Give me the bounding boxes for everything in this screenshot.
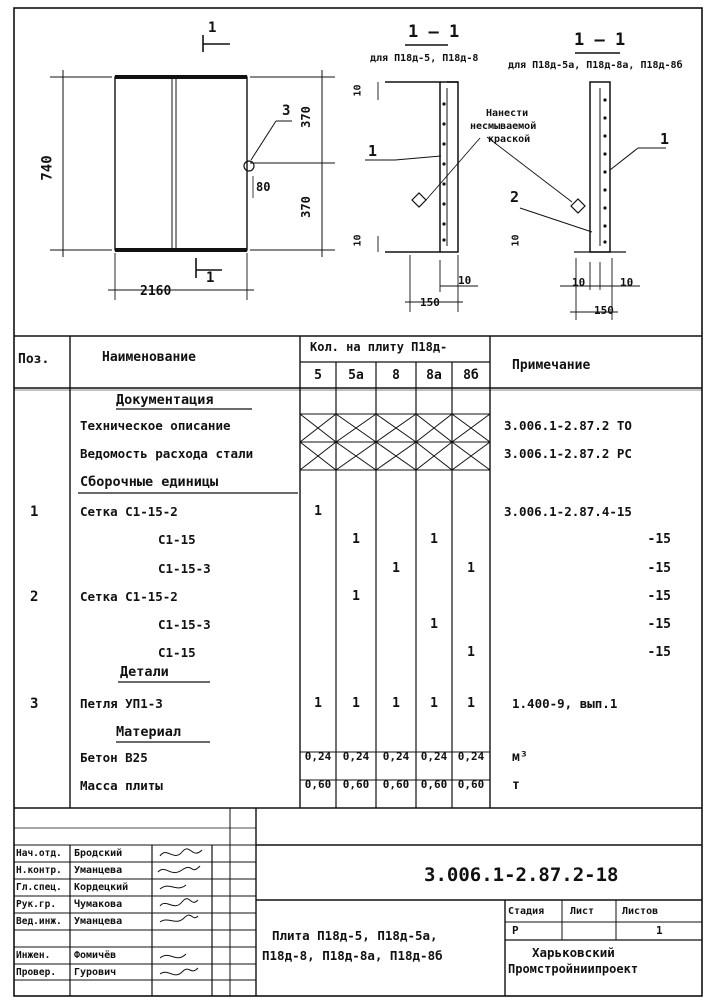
callout-3: 3 (282, 103, 291, 119)
section-title-left: 1 — 1 (408, 22, 460, 42)
row-note: 3.006.1-2.87.2 ТО (504, 418, 632, 433)
qty-col-8: 8 (392, 368, 400, 383)
dim-10-right-a: 10 (572, 276, 586, 289)
stamp-name-2: Уманцева (74, 865, 123, 876)
note-line-2: несмываемой (470, 121, 537, 132)
row-note: -15 (647, 589, 671, 604)
stamp-name-1: Бродский (74, 848, 123, 859)
qty-cell: 0,24 (457, 750, 485, 763)
qty-cell: 0,60 (342, 778, 370, 791)
row-name: Ведомость расхода стали (80, 446, 254, 461)
dim-10-right-side: 10 (510, 234, 522, 247)
qty-cell: 0,24 (342, 750, 370, 763)
stamp-name-8: Гурович (74, 967, 117, 978)
row-name: Масса плиты (80, 778, 163, 793)
note-line-3: краской (488, 134, 531, 145)
qty-col-5a: 5а (348, 368, 364, 383)
row-note: -15 (647, 617, 671, 632)
qty-cell: 0,24 (382, 750, 410, 763)
qty-cell: 1 (314, 696, 322, 711)
row-note: т (512, 778, 520, 793)
dim-lower-370: 370 (298, 196, 313, 218)
qty-cell: 1 (467, 561, 475, 576)
callout-1-right: 1 (660, 130, 670, 148)
stage-label: Стадия (508, 906, 545, 917)
stamp-role-1: Нач.отд. (16, 848, 62, 859)
stamp-role-3: Гл.спец. (16, 882, 62, 893)
row-note: -15 (647, 532, 671, 547)
qty-col-5: 5 (314, 368, 322, 383)
org-line-2: Промстройниипроект (508, 962, 639, 976)
row-note: -15 (647, 645, 671, 660)
qty-cell: 1 (430, 532, 438, 547)
row-note: 3.006.1-2.87.4-15 (504, 504, 632, 519)
row-name: С1-15 (158, 532, 196, 547)
section-mark-top: 1 (208, 20, 217, 36)
stamp-role-4: Рук.гр. (16, 899, 57, 910)
sheets-value: 1 (656, 924, 663, 937)
qty-cell: 1 (392, 561, 400, 576)
stamp-role-2: Н.контр. (16, 865, 62, 876)
section-mark-bottom: 1 (206, 270, 215, 286)
org-line-1: Харьковский (532, 945, 615, 960)
dim-10-right-b: 10 (620, 276, 634, 289)
row-name: С1-15-3 (158, 561, 211, 576)
row-pos: 3 (30, 696, 39, 712)
qty-cell: 0,60 (382, 778, 410, 791)
dim-10-left-bottom: 10 (352, 234, 364, 247)
stamp-role-7: Инжен. (16, 950, 51, 961)
row-name: Петля УП1-3 (80, 696, 163, 711)
header-name: Наименование (102, 350, 196, 365)
row-name: Сетка С1-15-2 (80, 504, 178, 519)
row-name: Бетон В25 (80, 750, 148, 765)
qty-cell: 1 (467, 645, 475, 660)
qty-cell: 1 (430, 696, 438, 711)
section-heading: Документация (116, 392, 214, 408)
row-name: С1-15-3 (158, 617, 211, 632)
callout-2: 2 (510, 188, 520, 206)
row-name: С1-15 (158, 645, 196, 660)
section-heading: Детали (120, 664, 169, 680)
header-pos: Поз. (18, 352, 50, 367)
row-name: Техническое описание (80, 418, 231, 433)
dim-width-2160: 2160 (140, 284, 172, 299)
qty-cell: 1 (392, 696, 400, 711)
stamp-name-5: Уманцева (74, 916, 123, 927)
stamp-name-7: Фомичёв (74, 950, 117, 961)
dim-10-left-top: 10 (352, 84, 364, 97)
dim-10-left: 10 (458, 274, 472, 287)
title-line-2: П18д-8, П18д-8а, П18д-8б (262, 948, 443, 963)
qty-col-8a: 8а (426, 368, 442, 383)
stamp-name-3: Кордецкий (74, 882, 129, 893)
qty-cell: 0,24 (420, 750, 448, 763)
row-note: 1.400-9, вып.1 (512, 696, 618, 711)
section-title-right: 1 — 1 (574, 30, 626, 50)
row-note: м³ (512, 750, 528, 765)
title-line-1: Плита П18д-5, П18д-5а, (272, 928, 438, 943)
stamp-role-5: Вед.инж. (16, 916, 62, 927)
sheets-label: Листов (622, 906, 659, 917)
qty-col-8b: 8б (463, 368, 479, 383)
row-note: -15 (647, 561, 671, 576)
section-left-caption: для П18д-5, П18д-8 (370, 53, 479, 64)
row-pos: 2 (30, 589, 39, 605)
dim-80: 80 (256, 180, 271, 194)
section-heading: Материал (116, 724, 182, 740)
row-name: Сетка С1-15-2 (80, 589, 178, 604)
row-note: 3.006.1-2.87.2 РС (504, 446, 632, 461)
header-qty: Кол. на плиту П18д- (310, 340, 448, 354)
sheet-label: Лист (570, 906, 595, 917)
doc-code: 3.006.1-2.87.2-18 (424, 864, 619, 886)
header-note: Примечание (512, 358, 591, 373)
section-heading: Сборочные единицы (80, 474, 219, 490)
qty-cell: 0,60 (420, 778, 448, 791)
row-pos: 1 (30, 504, 39, 520)
qty-cell: 0,60 (457, 778, 485, 791)
qty-cell: 1 (314, 504, 322, 519)
qty-cell: 1 (352, 696, 360, 711)
stamp-name-4: Чумакова (74, 899, 123, 910)
dim-upper-370: 370 (298, 106, 313, 128)
note-line-1: Нанести (486, 108, 529, 119)
qty-cell: 1 (467, 696, 475, 711)
qty-cell: 0,24 (304, 750, 332, 763)
callout-1-left: 1 (368, 142, 378, 160)
section-right-caption: для П18д-5а, П18д-8а, П18д-8б (508, 60, 683, 71)
stamp-role-8: Провер. (16, 967, 57, 978)
dim-height-740: 740 (39, 155, 56, 181)
qty-cell: 0,60 (304, 778, 332, 791)
qty-cell: 1 (352, 532, 360, 547)
dim-150-right: 150 (594, 304, 614, 317)
stage-value: Р (512, 924, 519, 937)
dim-150-left: 150 (420, 296, 440, 309)
qty-cell: 1 (352, 589, 360, 604)
qty-cell: 1 (430, 617, 438, 632)
